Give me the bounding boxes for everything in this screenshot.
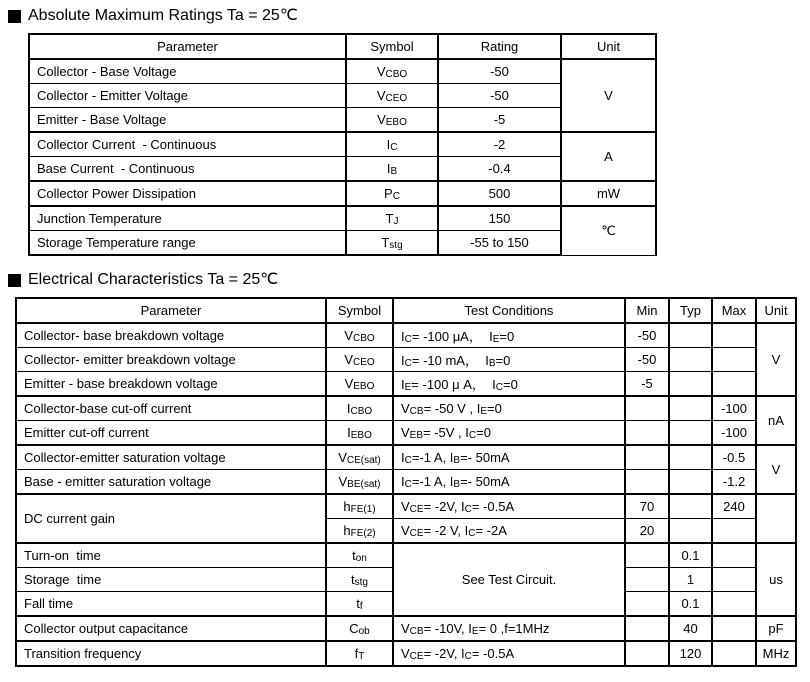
cell-min: [625, 323, 669, 348]
cell-text: -100: [720, 401, 748, 416]
cell-symbol: [326, 372, 393, 397]
table-row: [16, 543, 796, 568]
cell-test-conditions: [393, 372, 625, 397]
header-symbol: Symbol: [346, 34, 438, 59]
cell-text: Collector - Emitter Voltage: [37, 88, 189, 103]
cell-text: VCB= -50 V , IE=0: [401, 401, 502, 417]
cell-text: PC: [384, 186, 400, 202]
square-bullet-icon: [8, 274, 21, 287]
cell-text: Base - emitter saturation voltage: [24, 474, 212, 489]
cell-text: -1.2: [722, 474, 746, 489]
cell-text: IC=-1 A, IB=- 50mA: [401, 474, 510, 490]
cell-unit: [756, 445, 796, 494]
cell-text: -5: [493, 112, 506, 127]
cell-unit: [756, 494, 796, 543]
cell-text: Collector Current - Continuous: [37, 137, 217, 152]
cell-rating: [438, 231, 561, 256]
table-header-row: [29, 34, 656, 59]
cell-text: nA: [768, 413, 784, 428]
table-row: [29, 132, 656, 157]
cell-text: -2: [493, 137, 506, 152]
cell-min: [625, 568, 669, 592]
cell-typ: [669, 519, 712, 544]
header-max: Max: [712, 298, 756, 323]
cell-symbol: [326, 641, 393, 666]
cell-typ: [669, 543, 712, 568]
cell-max: [712, 470, 756, 495]
cell-text: 70: [639, 499, 655, 514]
cell-unit: [756, 323, 796, 396]
cell-parameter: [16, 445, 326, 470]
cell-test-conditions: [393, 519, 625, 544]
cell-rating: [438, 132, 561, 157]
cell-text: 0.1: [681, 596, 700, 611]
cell-typ: [669, 592, 712, 617]
table-row: [16, 323, 796, 348]
cell-text: VBE(sat): [338, 474, 381, 490]
cell-parameter: [16, 641, 326, 666]
cell-text: mW: [596, 186, 621, 201]
cell-rating: [438, 157, 561, 182]
table-row: [16, 616, 796, 641]
cell-text: IC= -10 mA， IB=0: [401, 353, 511, 369]
header-parameter: Parameter: [29, 34, 346, 59]
cell-parameter: [29, 157, 346, 182]
cell-max: [712, 543, 756, 568]
cell-text: VCE= -2 V, IC= -2A: [401, 523, 507, 539]
cell-text: Collector - Base Voltage: [37, 64, 177, 79]
cell-text: VEBO: [344, 376, 375, 392]
cell-symbol: [326, 445, 393, 470]
cell-text: 500: [488, 186, 511, 201]
header-typ: Typ: [669, 298, 712, 323]
cell-text: 40: [683, 621, 698, 636]
cell-rating: [438, 59, 561, 84]
cell-parameter: [16, 421, 326, 446]
section-title-electrical-characteristics: [8, 270, 810, 290]
cell-typ: [669, 348, 712, 372]
cell-text: IC= -100 μA， IE=0: [401, 329, 515, 345]
cell-symbol: [326, 592, 393, 617]
cell-symbol: [346, 108, 438, 133]
cell-typ: [669, 641, 712, 666]
cell-text: 120: [679, 646, 702, 661]
cell-unit: [756, 396, 796, 445]
cell-parameter: [29, 84, 346, 108]
cell-text: VCE= -2V, IC= -0.5A: [401, 499, 515, 515]
datasheet-page: [0, 6, 810, 667]
cell-text: Emitter - Base Voltage: [37, 112, 167, 127]
cell-test-conditions: [393, 323, 625, 348]
cell-typ: [669, 470, 712, 495]
cell-text: Emitter cut-off current: [24, 425, 149, 440]
cell-typ: [669, 445, 712, 470]
cell-text: V: [604, 88, 613, 103]
cell-text: Collector Power Dissipation: [37, 186, 196, 201]
cell-min: [625, 592, 669, 617]
cell-symbol: [326, 543, 393, 568]
cell-text: A: [604, 149, 613, 164]
cell-symbol: [346, 157, 438, 182]
cell-typ: [669, 568, 712, 592]
cell-parameter: [16, 348, 326, 372]
cell-text: us: [769, 572, 783, 587]
table-row: [16, 348, 796, 372]
cell-typ: [669, 323, 712, 348]
cell-test-conditions: [393, 396, 625, 421]
cell-text: DC current gain: [24, 511, 116, 526]
cell-text: -5: [641, 376, 653, 391]
cell-typ: [669, 616, 712, 641]
cell-test-conditions: [393, 543, 625, 616]
header-rating: Rating: [438, 34, 561, 59]
cell-parameter: [29, 231, 346, 256]
cell-unit: [561, 59, 656, 132]
cell-text: VCBO: [344, 328, 375, 344]
cell-symbol: [326, 519, 393, 544]
cell-unit: [561, 206, 656, 255]
cell-text: Collector-emitter saturation voltage: [24, 450, 226, 465]
cell-rating: [438, 108, 561, 133]
cell-typ: [669, 372, 712, 397]
cell-text: IB: [386, 161, 398, 177]
cell-text: fT: [354, 646, 365, 662]
section-title-absolute-maximum-ratings: [8, 6, 810, 26]
cell-symbol: [326, 323, 393, 348]
cell-rating: [438, 181, 561, 206]
cell-text: VEBO: [377, 112, 407, 128]
cell-symbol: [346, 84, 438, 108]
cell-text: 240: [723, 499, 745, 514]
cell-text: Collector- base breakdown voltage: [24, 328, 225, 343]
cell-text: -55 to 150: [470, 235, 529, 250]
cell-max: [712, 445, 756, 470]
cell-text: -0.5: [722, 450, 746, 465]
cell-text: ton: [352, 548, 367, 564]
cell-min: [625, 348, 669, 372]
cell-text: Junction Temperature: [37, 211, 162, 226]
cell-text: -50: [490, 88, 509, 103]
cell-parameter: [29, 132, 346, 157]
cell-parameter: [16, 592, 326, 617]
cell-min: [625, 372, 669, 397]
cell-max: [712, 519, 756, 544]
cell-text: tf: [356, 596, 363, 612]
cell-text: hFE(2): [343, 523, 376, 539]
cell-unit: [756, 543, 796, 616]
cell-max: [712, 421, 756, 446]
cell-text: V: [771, 462, 781, 477]
cell-text: Collector- emitter breakdown voltage: [24, 352, 236, 367]
cell-text: 1: [686, 572, 695, 587]
cell-parameter: [29, 181, 346, 206]
cell-test-conditions: [393, 641, 625, 666]
absolute-maximum-ratings-table: [28, 33, 657, 256]
cell-parameter: [16, 323, 326, 348]
cell-text: VCE= -2V, IC= -0.5A: [401, 646, 515, 662]
cell-max: [712, 641, 756, 666]
cell-text: Fall time: [24, 596, 74, 611]
cell-text: VCBO: [376, 64, 408, 80]
section-title-text: Electrical Characteristics Ta = 25℃: [28, 271, 279, 288]
cell-unit: [561, 181, 656, 206]
table-row: [16, 396, 796, 421]
cell-parameter: [16, 568, 326, 592]
cell-symbol: [346, 181, 438, 206]
cell-test-conditions: [393, 616, 625, 641]
cell-test-conditions: [393, 421, 625, 446]
cell-text: Base Current - Continuous: [37, 161, 195, 176]
cell-text: VCEO: [344, 352, 375, 368]
cell-symbol: [326, 421, 393, 446]
header-min: Min: [625, 298, 669, 323]
cell-parameter: [16, 543, 326, 568]
header-symbol: Symbol: [326, 298, 393, 323]
cell-text: IC: [386, 137, 398, 153]
cell-min: [625, 494, 669, 519]
electrical-characteristics-table: [15, 297, 797, 667]
cell-test-conditions: [393, 348, 625, 372]
cell-text: Transition frequency: [24, 646, 142, 661]
cell-min: [625, 470, 669, 495]
cell-text: Collector-base cut-off current: [24, 401, 192, 416]
cell-unit: [756, 616, 796, 641]
cell-symbol: [326, 348, 393, 372]
cell-parameter: [16, 616, 326, 641]
cell-symbol: [326, 616, 393, 641]
cell-parameter: [29, 108, 346, 133]
section-title-text: Absolute Maximum Ratings Ta = 25℃: [28, 7, 298, 24]
cell-text: tstg: [351, 572, 368, 588]
cell-symbol: [326, 396, 393, 421]
cell-text: -0.4: [488, 161, 511, 176]
cell-min: [625, 616, 669, 641]
cell-text: Storage Temperature range: [37, 235, 196, 250]
header-parameter: Parameter: [16, 298, 326, 323]
square-bullet-icon: [8, 10, 21, 23]
cell-text: Cob: [349, 621, 370, 637]
cell-symbol: [346, 59, 438, 84]
cell-text: MHz: [762, 646, 790, 661]
cell-parameter: [29, 59, 346, 84]
cell-symbol: [346, 132, 438, 157]
cell-text: Turn-on time: [24, 548, 101, 563]
cell-parameter: [29, 206, 346, 231]
cell-max: [712, 348, 756, 372]
cell-text: ICBO: [346, 401, 373, 417]
cell-text: VCE(sat): [338, 450, 381, 466]
cell-text: -100: [720, 425, 748, 440]
cell-text: Emitter - base breakdown voltage: [24, 376, 218, 391]
header-test-conditions: Test Conditions: [393, 298, 625, 323]
cell-parameter: [16, 372, 326, 397]
cell-max: [712, 592, 756, 617]
cell-text: TJ: [385, 211, 399, 227]
cell-text: 150: [488, 211, 511, 226]
table-row: [16, 372, 796, 397]
cell-symbol: [326, 568, 393, 592]
cell-unit: [756, 641, 796, 666]
cell-text: 20: [639, 523, 655, 538]
table-row: [16, 445, 796, 470]
cell-text: IC=-1 A, IB=- 50mA: [401, 450, 510, 466]
cell-text: IE= -100 μ A， IC=0: [401, 377, 518, 393]
table-row: [16, 641, 796, 666]
table-row: [29, 181, 656, 206]
cell-min: [625, 641, 669, 666]
cell-symbol: [346, 206, 438, 231]
cell-text: Storage time: [24, 572, 102, 587]
cell-parameter: [16, 470, 326, 495]
cell-text: VEB= -5V , IC=0: [401, 425, 491, 441]
cell-typ: [669, 421, 712, 446]
cell-symbol: [326, 470, 393, 495]
table-row: [29, 59, 656, 84]
cell-text: -50: [490, 64, 509, 79]
cell-test-conditions: [393, 445, 625, 470]
cell-text: VCB= -10V, IE= 0 ,f=1MHz: [401, 621, 550, 637]
cell-test-conditions: [393, 494, 625, 519]
cell-max: [712, 568, 756, 592]
table-row: [29, 206, 656, 231]
cell-symbol: [326, 494, 393, 519]
cell-text: Collector output capacitance: [24, 621, 189, 636]
cell-text: VCEO: [376, 88, 408, 104]
header-unit: Unit: [561, 34, 656, 59]
cell-rating: [438, 84, 561, 108]
cell-max: [712, 494, 756, 519]
cell-min: [625, 519, 669, 544]
cell-parameter: [16, 494, 326, 543]
cell-text: -50: [637, 352, 657, 367]
cell-text: -50: [637, 328, 657, 343]
cell-symbol: [346, 231, 438, 256]
cell-max: [712, 323, 756, 348]
table-row: [16, 421, 796, 446]
cell-rating: [438, 206, 561, 231]
cell-min: [625, 543, 669, 568]
cell-text: Tstg: [381, 235, 403, 251]
cell-text: 0.1: [681, 548, 700, 563]
table-header-row: [16, 298, 796, 323]
cell-min: [625, 421, 669, 446]
cell-text: See Test Circuit.: [461, 572, 557, 587]
table-row: [16, 470, 796, 495]
cell-min: [625, 445, 669, 470]
cell-unit: [561, 132, 656, 181]
cell-typ: [669, 494, 712, 519]
cell-text: pF: [768, 621, 784, 636]
table-row: [16, 494, 796, 519]
header-unit: Unit: [756, 298, 796, 323]
cell-parameter: [16, 396, 326, 421]
cell-max: [712, 372, 756, 397]
cell-typ: [669, 396, 712, 421]
cell-max: [712, 396, 756, 421]
cell-text: IEBO: [347, 425, 372, 441]
cell-text: hFE(1): [343, 499, 376, 515]
cell-text: V: [771, 352, 781, 367]
cell-test-conditions: [393, 470, 625, 495]
cell-max: [712, 616, 756, 641]
cell-min: [625, 396, 669, 421]
cell-text: ℃: [601, 222, 616, 238]
